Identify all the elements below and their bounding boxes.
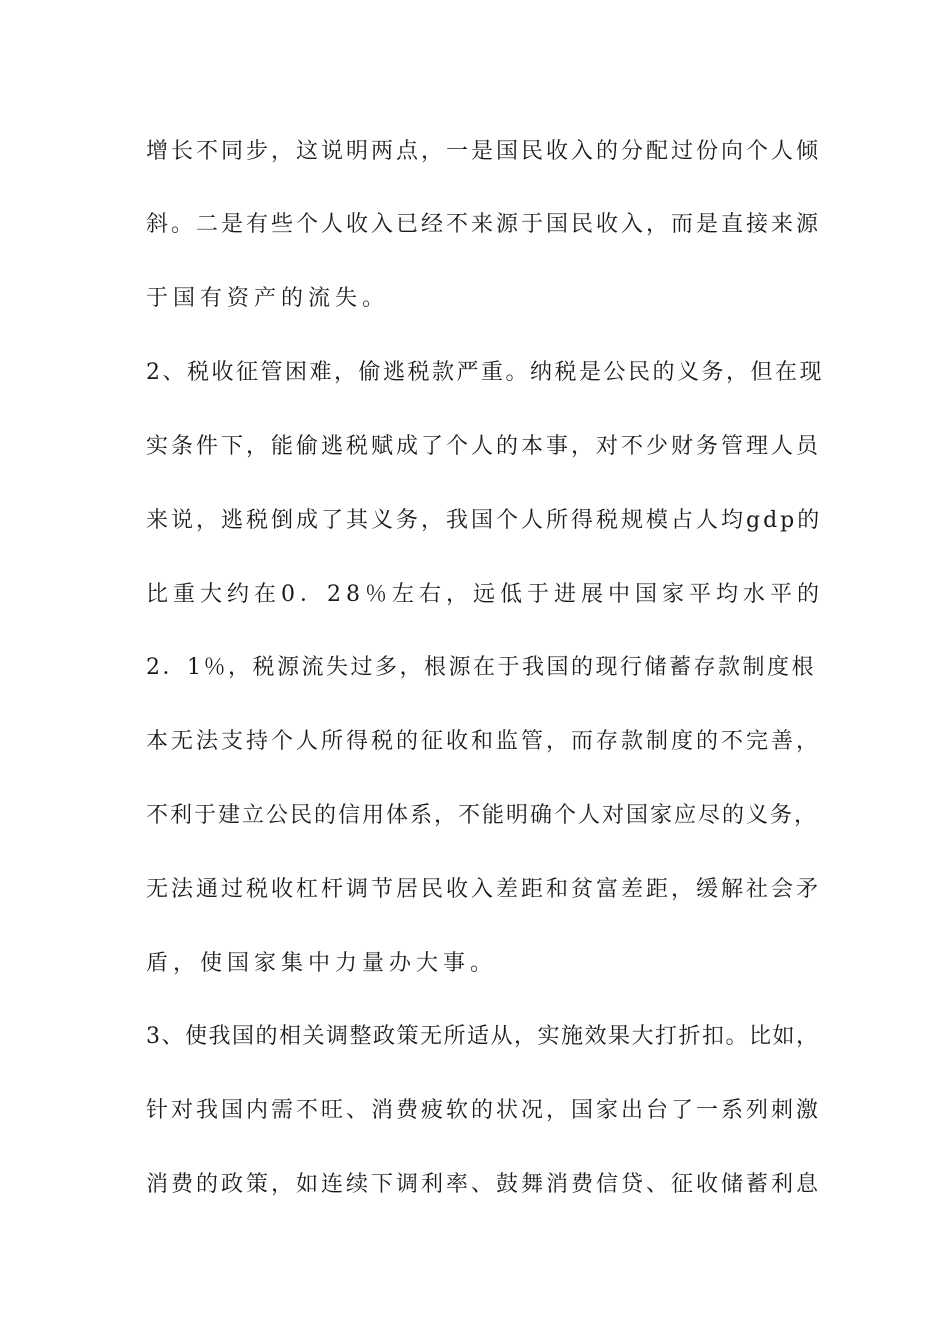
- text-line-6: 来说，逃税倒成了其义务，我国个人所得税规模占人均gdp的: [146, 508, 823, 533]
- text-line-15: 消费的政策，如连续下调利率、鼓舞消费信贷、征收储蓄利息: [146, 1172, 822, 1197]
- text-line-12: 盾，使国家集中力量办大事。: [146, 951, 498, 976]
- text-line-10: 不利于建立公民的信用体系，不能明确个人对国家应尽的义务，: [146, 803, 819, 828]
- text-line-13: 3、使我国的相关调整政策无所适从，实施效果大打折扣。比如，: [146, 1024, 820, 1049]
- text-line-4: 2、税收征管困难，偷逃税款严重。纳税是公民的义务，但在现: [146, 360, 824, 385]
- text-line-2: 斜。二是有些个人收入已经不来源于国民收入，而是直接来源: [146, 212, 822, 237]
- text-line-3: 于国有资产的流失。: [146, 286, 390, 311]
- text-line-14: 针对我国内需不旺、消费疲软的状况，国家出台了一系列刺激: [146, 1098, 822, 1123]
- text-line-11: 无法通过税收杠杆调节居民收入差距和贫富差距，缓解社会矛: [146, 877, 822, 902]
- text-line-5: 实条件下，能偷逃税赋成了个人的本事，对不少财务管理人员: [146, 434, 822, 459]
- text-line-9: 本无法支持个人所得税的征收和监管，而存款制度的不完善，: [146, 729, 822, 754]
- text-line-1: 增长不同步，这说明两点，一是国民收入的分配过份向个人倾: [146, 139, 822, 164]
- text-line-7: 比重大约在0．28％左右，远低于进展中国家平均水平的: [146, 582, 824, 607]
- text-line-8: 2．1％，税源流失过多，根源在于我国的现行储蓄存款制度根: [146, 655, 816, 680]
